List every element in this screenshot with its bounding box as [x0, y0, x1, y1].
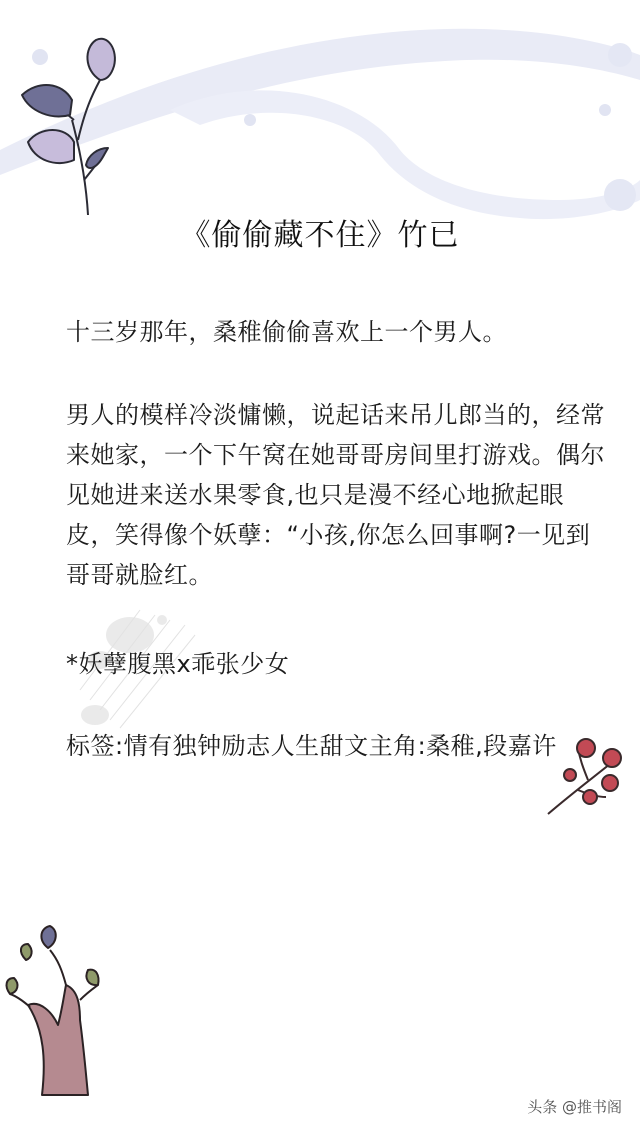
article-title: 《偷偷藏不住》竹已	[180, 218, 460, 253]
berry	[564, 769, 576, 781]
paragraph-intro: 十三岁那年，桑稚偷偷喜欢上一个男人。	[66, 318, 507, 346]
leaf	[86, 970, 98, 985]
leaf	[21, 944, 32, 960]
berry	[583, 790, 597, 804]
paragraph-pairing: *妖孽腹黑x乖张少女	[66, 650, 290, 678]
leaf	[41, 926, 55, 948]
paragraph-tags: 标签:情有独钟励志人生甜文主角:桑稚,段嘉许	[66, 732, 557, 760]
berry	[602, 775, 618, 791]
source-watermark: 头条 @推书阁	[527, 1098, 622, 1116]
tree-stump	[7, 926, 99, 1095]
leaf	[7, 978, 18, 994]
paragraph-summary: 男人的模样冷淡慵懒，说起话来吊儿郎当的，经常来她家，一个下午窝在她哥哥房间里打游戏。偶尔见她进来送水果零食,也只是漫不经心地掀起眼皮，笑得像个妖孽：“小孩,你怎么回事啊?一见到哥哥就脸红。	[66, 401, 605, 589]
